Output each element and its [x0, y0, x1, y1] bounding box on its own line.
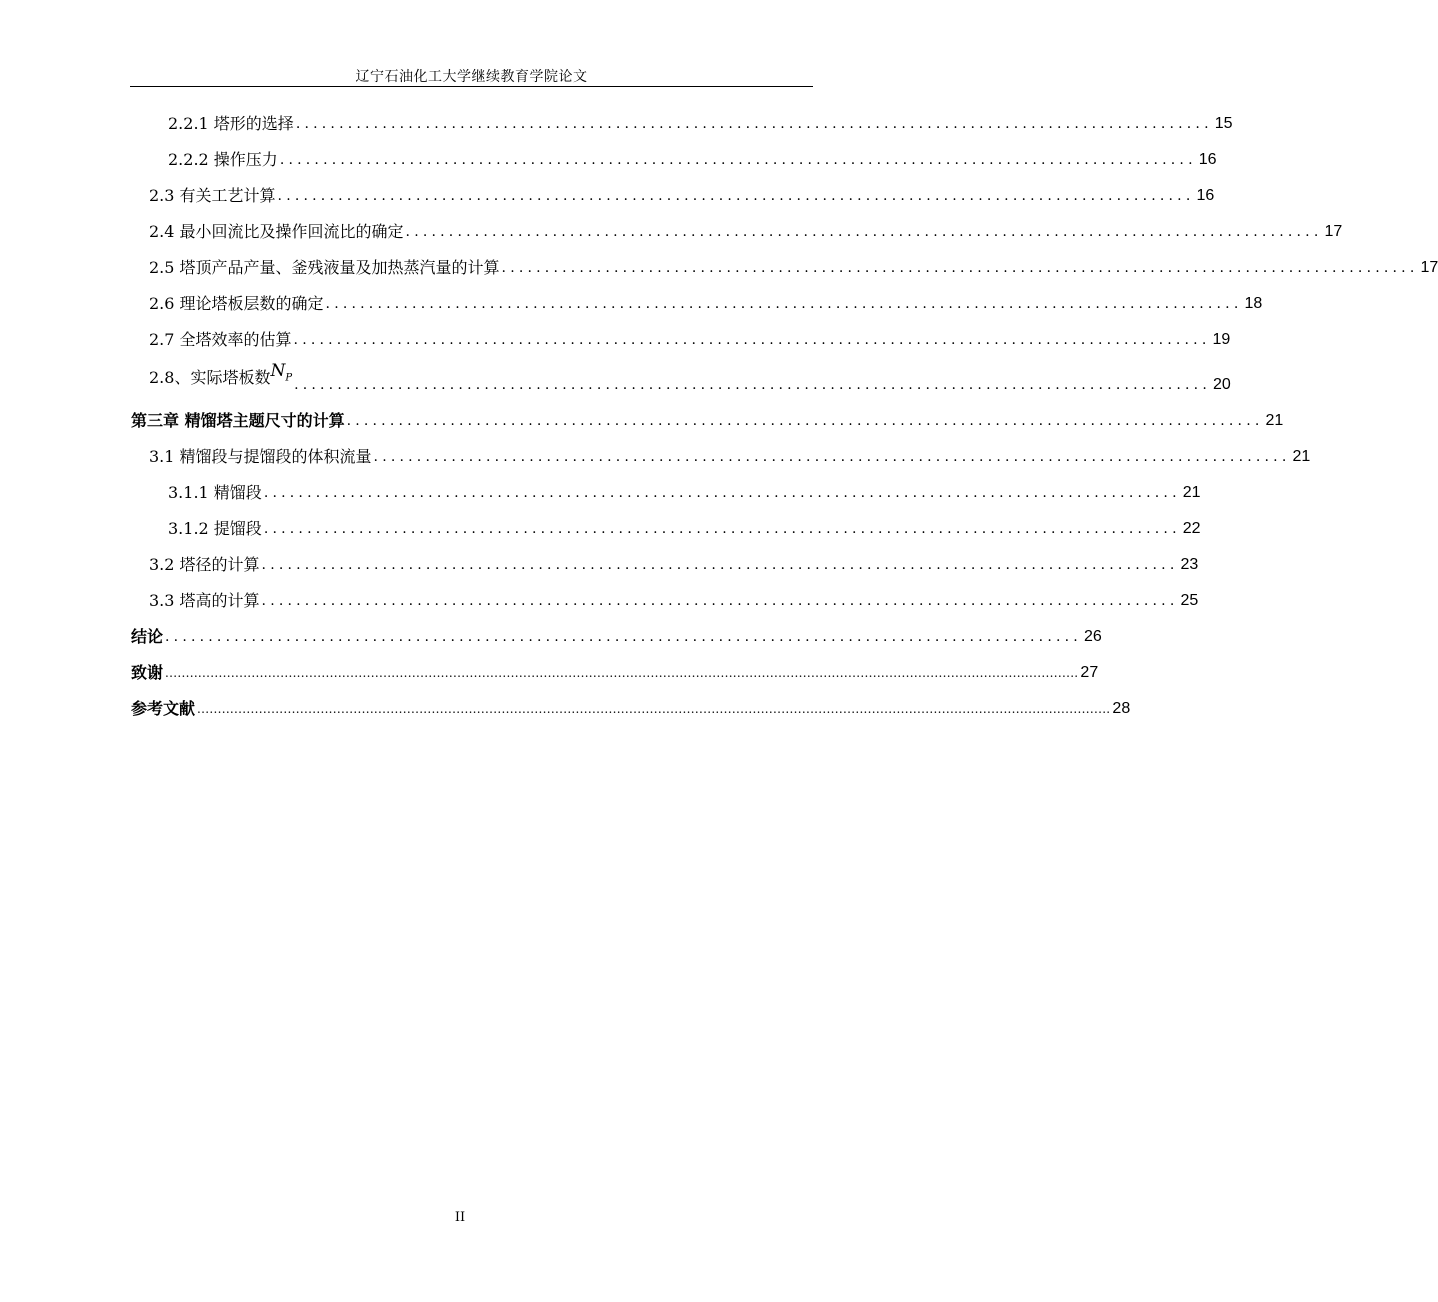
toc-entry-label: 参考文献 [131, 699, 196, 718]
toc-entry[interactable] [149, 290, 1263, 314]
toc-leader: .......................................................................................................... [263, 521, 1181, 537]
toc-entry-page: 25 [1180, 592, 1199, 609]
np-symbol-subscript: P [285, 372, 293, 383]
toc-entry[interactable] [168, 515, 1201, 539]
toc-leader: .......................................................................................................... [263, 485, 1181, 501]
toc-entry-label: 致谢 [131, 663, 164, 682]
toc-entry-page: 28 [1112, 700, 1131, 717]
footer-page-number: II [454, 1210, 466, 1225]
toc-entry-page: 19 [1212, 331, 1231, 348]
toc-leader: .......................................................................................................... [501, 260, 1419, 276]
toc-entry-chapter[interactable] [131, 695, 1131, 719]
toc-entry-label: 2.7 全塔效率的估算 [149, 330, 292, 349]
toc-entry-page: 23 [1180, 556, 1199, 573]
toc-entry-chapter[interactable] [131, 623, 1102, 647]
toc-entry-label: 3.1.2 提馏段 [168, 519, 262, 538]
toc-entry-page: 17 [1324, 223, 1343, 240]
toc-entry-page: 17 [1420, 259, 1438, 276]
toc-entry-label: 2.5 塔顶产品产量、釜残液量及加热蒸汽量的计算 [149, 258, 500, 277]
toc-entry-chapter[interactable] [131, 659, 1099, 683]
toc-leader: .............................................................................................................................................................................................................................. [165, 666, 1079, 680]
toc-leader: .......................................................................................................... [373, 449, 1291, 465]
toc-entry-label: 2.3 有关工艺计算 [149, 186, 276, 205]
toc-leader: .......................................................................................................... [261, 557, 1179, 573]
toc-leader: .......................................................................................................... [325, 296, 1243, 312]
toc-leader: .......................................................................................................... [277, 188, 1195, 204]
toc-entry[interactable] [168, 110, 1233, 134]
toc-entry-label: 2.2.1 塔形的选择 [168, 114, 294, 133]
toc-leader: .............................................................................................................................................................................................................................. [197, 702, 1111, 716]
toc-leader: .......................................................................................................... [165, 629, 1082, 645]
toc-leader: .......................................................................................................... [346, 413, 1264, 429]
toc-entry[interactable] [168, 479, 1201, 503]
toc-entry-page: 16 [1198, 151, 1217, 168]
toc-leader: .......................................................................................................... [294, 377, 1211, 393]
toc-entry[interactable] [149, 218, 1343, 242]
toc-entry[interactable] [168, 146, 1217, 170]
toc-leader: .......................................................................................................... [295, 116, 1213, 132]
toc-entry[interactable] [149, 254, 1438, 278]
toc-entry-chapter[interactable] [131, 407, 1284, 431]
toc-entry-page: 21 [1265, 412, 1284, 429]
np-symbol [270, 361, 292, 381]
page-header-title: 辽宁石油化工大学继续教育学院论文 [355, 69, 588, 85]
toc-entry-label: 2.4 最小回流比及操作回流比的确定 [149, 222, 404, 241]
toc-leader: .......................................................................................................... [261, 593, 1179, 609]
toc-entry-page: 20 [1212, 376, 1231, 393]
toc-entry-page: 27 [1080, 664, 1099, 681]
toc-entry[interactable] [149, 587, 1199, 611]
toc-entry-label [149, 360, 294, 395]
toc-entry-label-text: 2.8、实际塔板数 [149, 367, 271, 387]
toc-entry-label: 2.6 理论塔板层数的确定 [149, 294, 324, 313]
toc-entry-label: 3.3 塔高的计算 [149, 591, 260, 610]
toc-entry-label: 结论 [131, 627, 164, 646]
toc-entry-page: 15 [1214, 115, 1233, 132]
np-symbol-main: N [270, 360, 286, 381]
toc-entry[interactable] [149, 443, 1311, 467]
toc-entry-label: 3.1 精馏段与提馏段的体积流量 [149, 447, 372, 466]
toc-leader: .......................................................................................................... [293, 332, 1211, 348]
toc-entry[interactable] [149, 326, 1231, 350]
toc-leader: .......................................................................................................... [405, 224, 1323, 240]
toc-entry-page: 22 [1182, 520, 1201, 537]
toc-leader: .......................................................................................................... [279, 152, 1197, 168]
toc-entry[interactable] [149, 182, 1215, 206]
toc-entry-label: 2.2.2 操作压力 [168, 150, 278, 169]
toc-entry-page: 21 [1292, 448, 1311, 465]
toc-entry-page: 21 [1182, 484, 1201, 501]
toc-entry-label: 3.1.1 精馏段 [168, 483, 262, 502]
toc-entry[interactable] [149, 360, 1231, 395]
toc-entry[interactable] [149, 551, 1199, 575]
toc-entry-page: 16 [1196, 187, 1215, 204]
toc-entry-label: 3.2 塔径的计算 [149, 555, 260, 574]
toc-entry-page: 18 [1244, 295, 1263, 312]
toc-entry-page: 26 [1083, 628, 1102, 645]
toc-entry-label: 第三章 精馏塔主题尺寸的计算 [131, 411, 345, 430]
